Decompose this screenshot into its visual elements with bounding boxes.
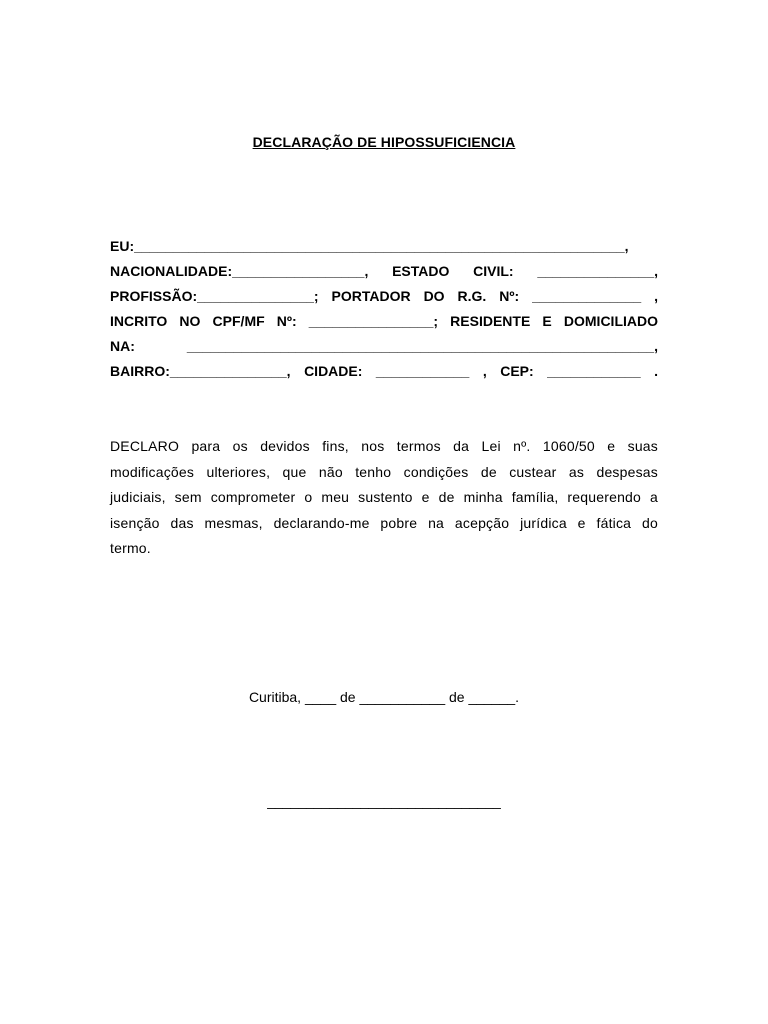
field-line-nationality-civil-status: NACIONALIDADE:_________________, ESTADO CIVIL: _______________,: [110, 263, 658, 279]
declaration-paragraph: [110, 434, 658, 562]
field-line-cpf-residence: INCRITO NO CPF/MF Nº: ________________; RESIDENTE E DOMICILIADO: [110, 313, 658, 329]
declaration-line: modificações ulteriores, que não tenho condições de custear as despesas: [110, 463, 658, 480]
declaration-line: isenção das mesmas, declarando-me pobre na acepção jurídica e fática do: [110, 514, 658, 531]
declaration-line: judiciais, sem comprometer o meu sustento e de minha família, requerendo a: [110, 489, 658, 505]
personal-data-fields: [110, 234, 658, 384]
field-line-name: EU:_______________________________________________________________,: [110, 238, 629, 254]
document-title: DECLARAÇÃO DE HIPOSSUFICIENCIA: [252, 134, 516, 150]
declaration-line: termo.: [110, 540, 151, 556]
field-line-district-city-cep: BAIRRO:_______________, CIDADE: ____________ , CEP: ____________ .: [110, 363, 658, 379]
signature-line: ______________________________: [267, 793, 501, 809]
field-line-profession-rg: PROFISSÃO:_______________; PORTADOR DO R.G. Nº: ______________ ,: [110, 288, 658, 304]
place-and-date: Curitiba, ____ de ___________ de ______.: [248, 689, 520, 705]
declaration-line: DECLARO para os devidos fins, nos termos da Lei nº. 1060/50 e suas: [110, 438, 658, 454]
field-line-address: NA: ____________________________________________________________,: [110, 338, 658, 354]
